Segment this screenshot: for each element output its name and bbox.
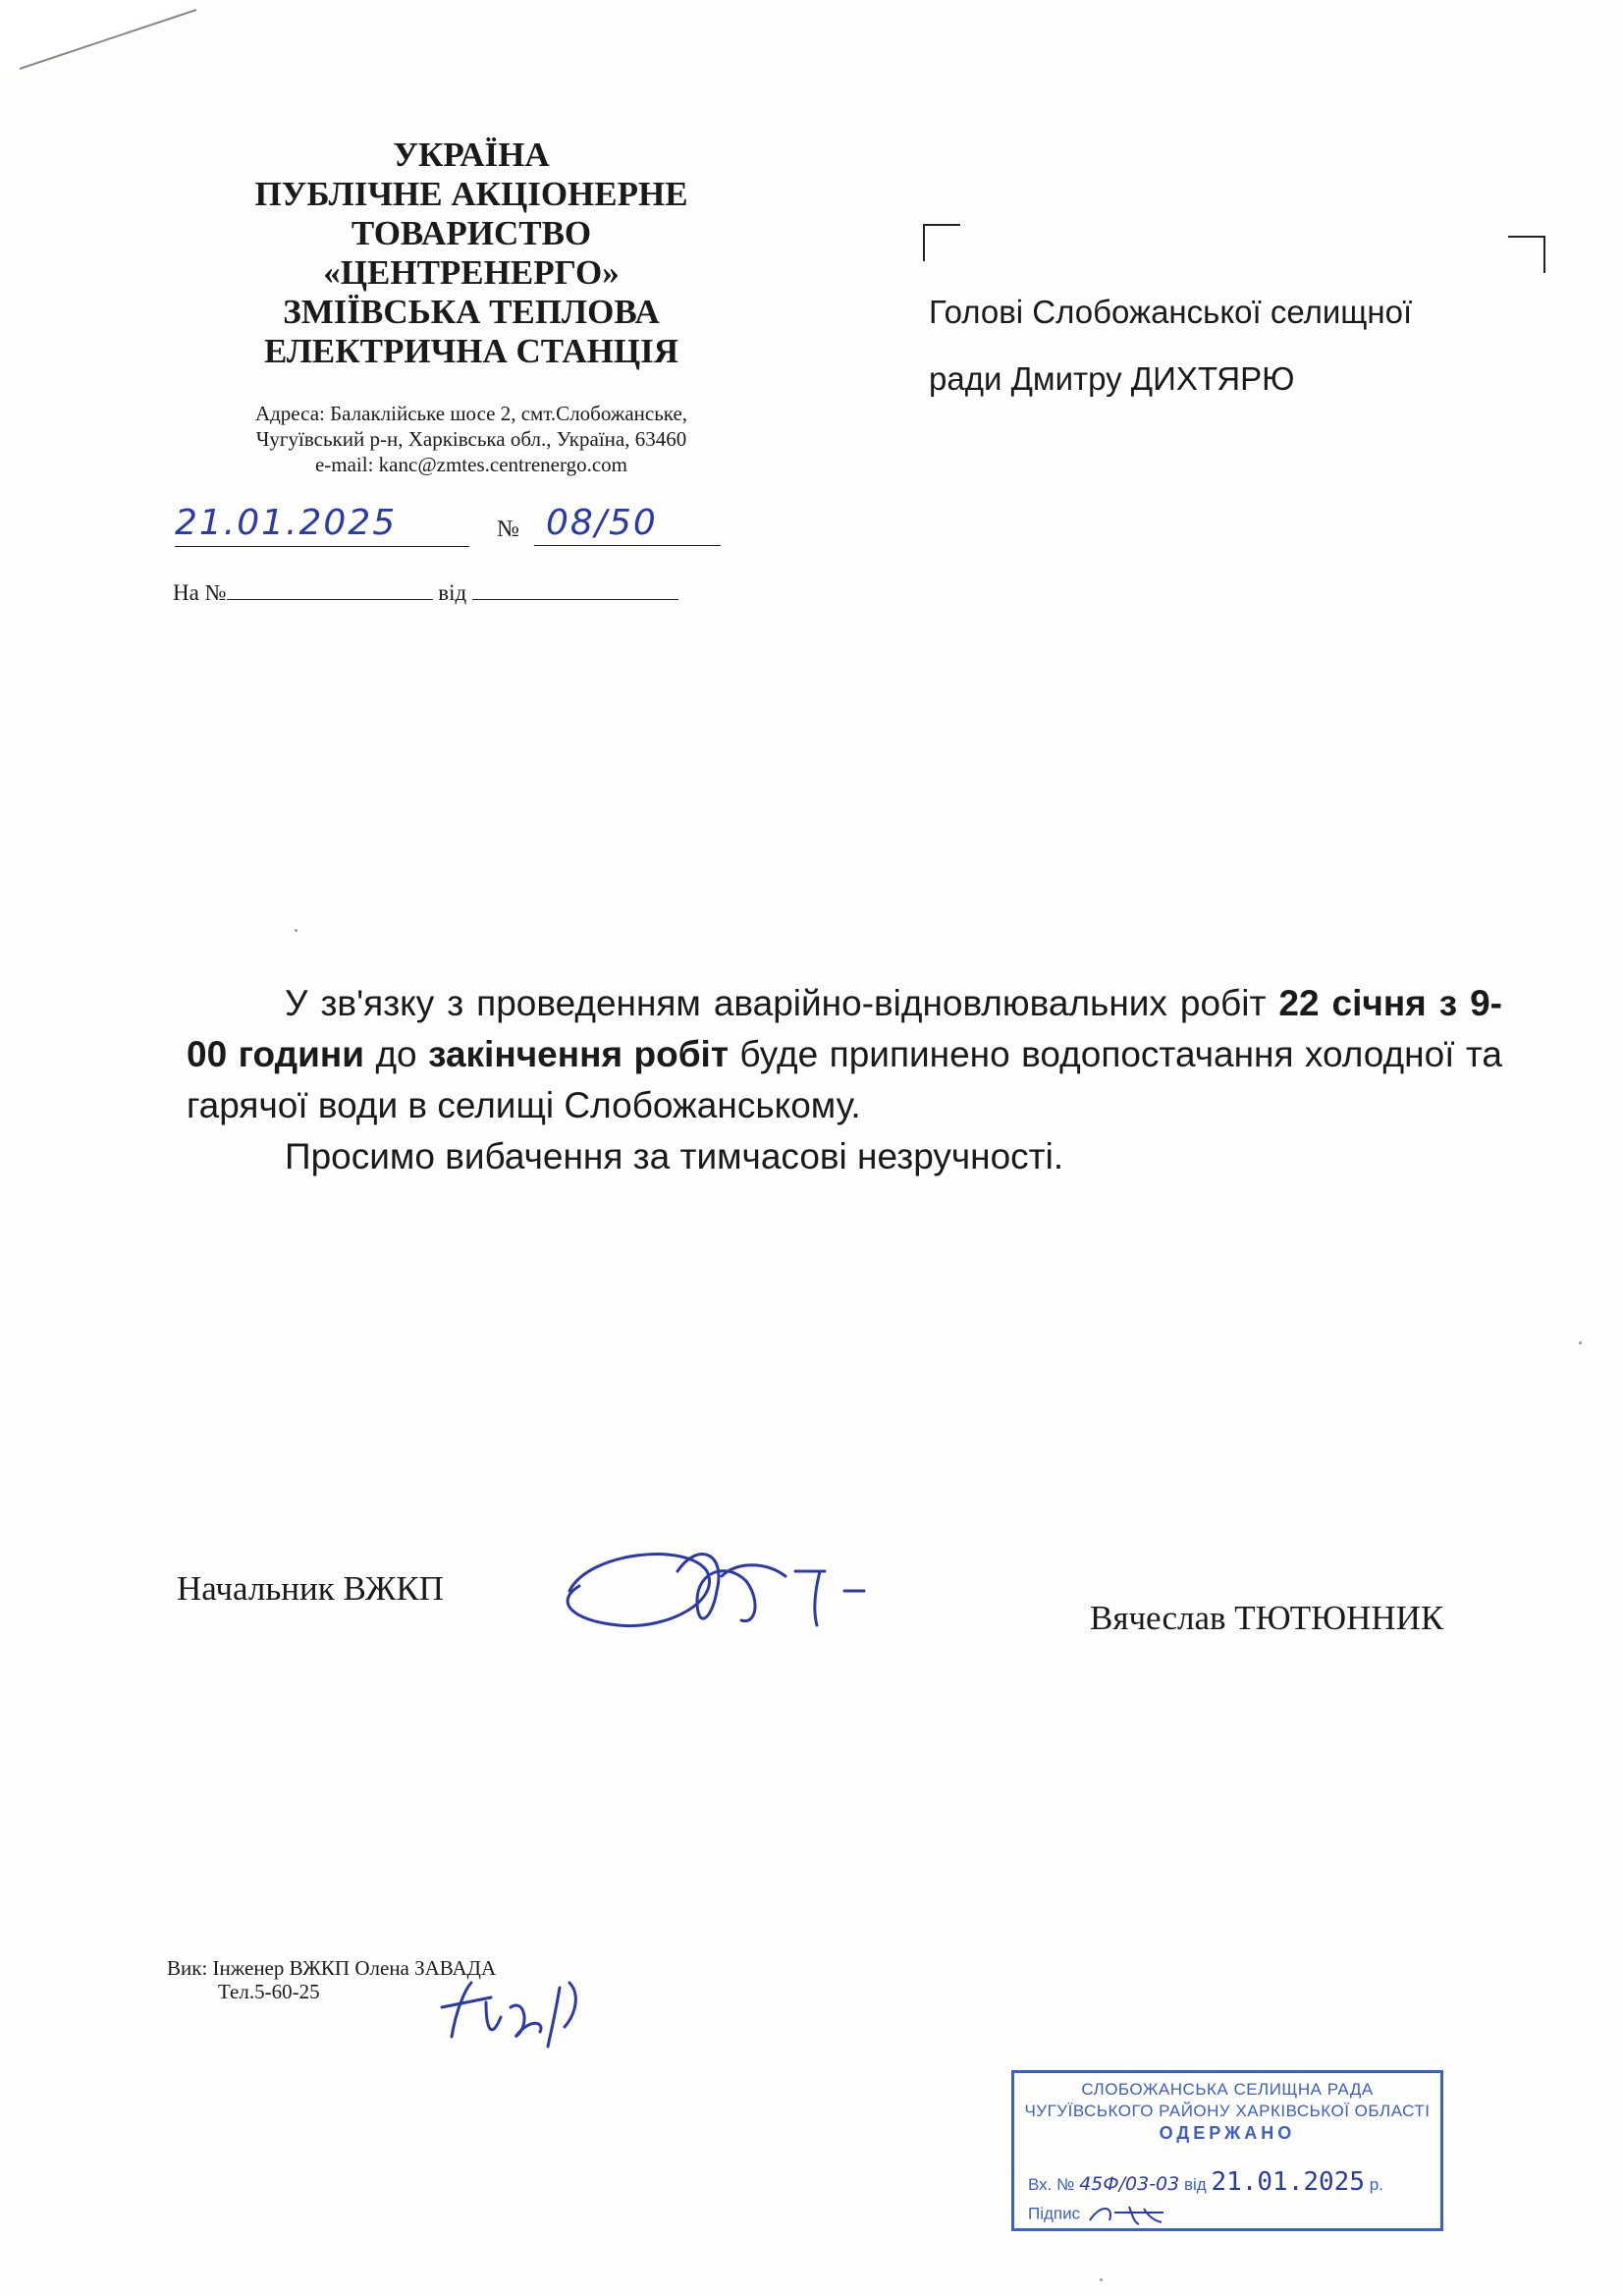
- scan-speck: [1579, 1341, 1582, 1344]
- addressee-line-1: Голові Слобожанської селищної: [929, 294, 1413, 330]
- letterhead-company-type: ПУБЛІЧНЕ АКЦІОНЕРНЕ: [254, 175, 688, 213]
- received-stamp: [1011, 2070, 1443, 2231]
- body-paragraph-2: Просимо вибачення за тимчасові незручності.: [285, 1136, 1064, 1176]
- stamp-received: ОДЕРЖАНО: [1159, 2123, 1296, 2143]
- executor-phone: Тел.5-60-25: [218, 1980, 320, 2003]
- addressee-corner-left: [923, 224, 960, 261]
- body-p1-text-c: до: [363, 1034, 429, 1074]
- address-line-2: Чугуївський р-н, Харківська обл., Україна, 63460: [255, 427, 687, 451]
- address-line-1: Адреса: Балаклійське шосе 2, смт.Слобожанське,: [254, 402, 688, 425]
- letterhead-station-1: ЗМІЇВСЬКА ТЕПЛОВА: [283, 293, 660, 331]
- letterhead-country: УКРАЇНА: [393, 136, 550, 174]
- scan-speck: [1100, 2278, 1103, 2281]
- stamp-signature: [1085, 2203, 1173, 2226]
- reply-reference-line: [173, 577, 678, 606]
- letterhead-station-2: ЕЛЕКТРИЧНА СТАНЦІЯ: [263, 332, 679, 370]
- executor-name: Вик: Інженер ВЖКП Олена ЗАВАДА: [167, 1956, 497, 1980]
- reply-number-label: На №: [173, 580, 227, 605]
- reply-number-blank: [227, 577, 433, 600]
- addressee-text: [929, 279, 1412, 412]
- stamp-council-name: СЛОБОЖАНСЬКА СЕЛИЩНА РАДА: [1081, 2080, 1374, 2099]
- body-p1-text-e: буде припинено водопостачання холодної та гарячої води в селищі Слобожанському.: [187, 1034, 1502, 1125]
- letterhead-company-name: «ЦЕНТРЕНЕРГО»: [323, 253, 620, 292]
- page-corner-fold: [0, 0, 216, 79]
- addressee-line-2: ради Дмитру ДИХТЯРЮ: [929, 360, 1295, 397]
- reply-date-blank: [472, 577, 678, 600]
- stamp-from-label: від: [1183, 2175, 1207, 2194]
- addressee-corner-right: [1508, 236, 1545, 273]
- outgoing-number: 08/50: [534, 503, 721, 546]
- reply-from-label: від: [438, 580, 467, 605]
- outgoing-date: 21.01.2025: [175, 503, 469, 547]
- letter-body: [187, 978, 1502, 1182]
- handwritten-signature: [550, 1532, 962, 1660]
- letterhead-company-type-2: ТОВАРИСТВО: [351, 214, 592, 252]
- body-p1-date: 22 січня з 9-00 години: [187, 983, 1502, 1074]
- addressee-block: [923, 224, 1551, 401]
- stamp-year-suffix: р.: [1369, 2175, 1383, 2194]
- address-email: e-mail: kanc@zmtes.centrenergo.com: [314, 453, 628, 476]
- executor-initials-signature: [432, 1968, 609, 2056]
- body-paragraph-1: [187, 978, 1502, 1131]
- signatory-name: Вячеслав ТЮТЮННИК: [1090, 1599, 1444, 1637]
- registration-line: [173, 503, 723, 546]
- stamp-signature-row: [1028, 2203, 1431, 2228]
- stamp-date: 21.01.2025: [1211, 2167, 1365, 2197]
- number-sign: №: [497, 517, 519, 542]
- letterhead-address: [157, 401, 785, 477]
- stamp-district: ЧУГУЇВСЬКОГО РАЙОНУ ХАРКІВСЬКОЇ ОБЛАСТІ: [1024, 2102, 1431, 2120]
- stamp-incoming-row: [1028, 2167, 1431, 2201]
- body-p1-end: закінчення робіт: [428, 1034, 729, 1074]
- stamp-sign-label: Підпис: [1028, 2204, 1081, 2223]
- stamp-in-number: 45Ф/03-03: [1079, 2173, 1180, 2195]
- body-p1-text-a: У зв'язку з проведенням аварійно-відновлювальних робіт: [285, 983, 1279, 1023]
- signatory-position: Начальник ВЖКП: [177, 1569, 444, 1608]
- scan-speck: [295, 929, 298, 932]
- letterhead: [157, 136, 785, 371]
- stamp-in-label: Вх. №: [1028, 2175, 1075, 2194]
